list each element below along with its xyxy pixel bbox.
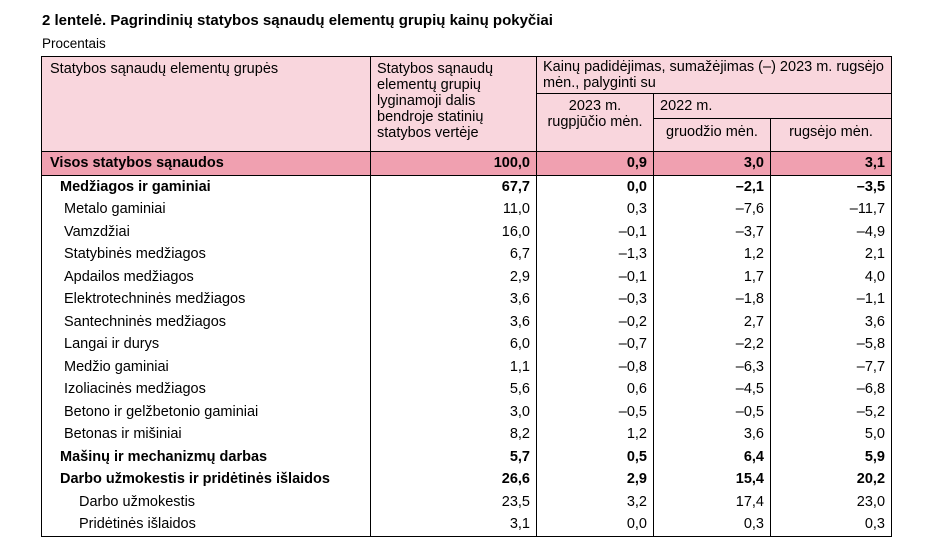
row-sep: 4,0 [771, 266, 892, 289]
table-row [42, 333, 892, 356]
table-row [42, 513, 892, 536]
table-row [42, 288, 892, 311]
row-label: Darbo užmokestis [42, 491, 371, 514]
row-dec: 15,4 [654, 468, 771, 491]
row-share: 3,1 [371, 513, 537, 536]
row-share: 6,7 [371, 243, 537, 266]
row-dec: 3,6 [654, 423, 771, 446]
table-row [42, 468, 892, 491]
row-label: Medžio gaminiai [42, 356, 371, 379]
row-dec: –2,2 [654, 333, 771, 356]
row-sep: 5,9 [771, 446, 892, 469]
row-dec: 6,4 [654, 446, 771, 469]
row-label: Santechninės medžiagos [42, 311, 371, 334]
row-share: 26,6 [371, 468, 537, 491]
table-row [42, 491, 892, 514]
header-row-1 [42, 57, 892, 94]
row-aug: 0,3 [537, 198, 654, 221]
row-share: 5,6 [371, 378, 537, 401]
header-group: Statybos sąnaudų elementų grupės [42, 57, 371, 152]
row-dec: –4,5 [654, 378, 771, 401]
row-aug: 0,6 [537, 378, 654, 401]
table-row [42, 198, 892, 221]
row-aug: 3,2 [537, 491, 654, 514]
row-aug: 1,2 [537, 423, 654, 446]
row-label: Izoliacinės medžiagos [42, 378, 371, 401]
row-dec: –7,6 [654, 198, 771, 221]
row-share: 1,1 [371, 356, 537, 379]
row-aug: –0,5 [537, 401, 654, 424]
row-aug: –0,7 [537, 333, 654, 356]
table-row [42, 446, 892, 469]
row-dec: 1,7 [654, 266, 771, 289]
header-2023-aug: 2023 m. rugpjūčio mėn. [537, 94, 654, 152]
table-row-total [42, 152, 892, 176]
row-label: Betono ir gelžbetonio gaminiai [42, 401, 371, 424]
row-share: 5,7 [371, 446, 537, 469]
row-dec: –3,7 [654, 221, 771, 244]
row-label: Langai ir durys [42, 333, 371, 356]
row-dec: 3,0 [654, 152, 771, 176]
row-aug: –0,8 [537, 356, 654, 379]
row-share: 2,9 [371, 266, 537, 289]
row-aug: –0,1 [537, 221, 654, 244]
row-label: Statybinės medžiagos [42, 243, 371, 266]
row-label: Metalo gaminiai [42, 198, 371, 221]
row-label: Mašinų ir mechanizmų darbas [42, 446, 371, 469]
row-dec: 17,4 [654, 491, 771, 514]
table-row [42, 423, 892, 446]
table-row [42, 356, 892, 379]
row-label: Elektrotechninės medžiagos [42, 288, 371, 311]
row-share: 11,0 [371, 198, 537, 221]
row-sep: –6,8 [771, 378, 892, 401]
row-aug: –0,1 [537, 266, 654, 289]
row-share: 3,0 [371, 401, 537, 424]
row-sep: –3,5 [771, 175, 892, 198]
row-aug: –0,3 [537, 288, 654, 311]
row-dec: –2,1 [654, 175, 771, 198]
row-sep: –7,7 [771, 356, 892, 379]
row-aug: 0,9 [537, 152, 654, 176]
row-sep: –5,2 [771, 401, 892, 424]
row-label: Apdailos medžiagos [42, 266, 371, 289]
table-row [42, 401, 892, 424]
row-label: Darbo užmokestis ir pridėtinės išlaidos [42, 468, 371, 491]
row-share: 8,2 [371, 423, 537, 446]
row-aug: 0,5 [537, 446, 654, 469]
row-dec: –0,5 [654, 401, 771, 424]
header-2022-sep: rugsėjo mėn. [771, 119, 892, 152]
row-aug: –0,2 [537, 311, 654, 334]
price-change-table [41, 56, 892, 537]
row-label: Pridėtinės išlaidos [42, 513, 371, 536]
row-label: Vamzdžiai [42, 221, 371, 244]
row-sep: –4,9 [771, 221, 892, 244]
table-row [42, 175, 892, 198]
row-sep: –11,7 [771, 198, 892, 221]
row-dec: 2,7 [654, 311, 771, 334]
row-aug: 2,9 [537, 468, 654, 491]
row-sep: 3,1 [771, 152, 892, 176]
row-share: 6,0 [371, 333, 537, 356]
row-label: Medžiagos ir gaminiai [42, 175, 371, 198]
row-share: 3,6 [371, 311, 537, 334]
table-title: 2 lentelė. Pagrindinių statybos sąnaudų elementų grupių kainų pokyčiai [42, 12, 553, 29]
row-sep: 5,0 [771, 423, 892, 446]
row-sep: 3,6 [771, 311, 892, 334]
header-2022: 2022 m. [654, 94, 892, 119]
row-dec: –6,3 [654, 356, 771, 379]
row-aug: 0,0 [537, 175, 654, 198]
row-share: 100,0 [371, 152, 537, 176]
row-aug: 0,0 [537, 513, 654, 536]
header-share: Statybos sąnaudų elementų grupių lyginamoji dalis bendroje statinių statybos vertėje [371, 57, 537, 152]
row-dec: 0,3 [654, 513, 771, 536]
row-share: 67,7 [371, 175, 537, 198]
row-share: 3,6 [371, 288, 537, 311]
row-dec: –1,8 [654, 288, 771, 311]
row-label: Visos statybos sąnaudos [42, 152, 371, 176]
header-change: Kainų padidėjimas, sumažėjimas (–) 2023 m. rugsėjo mėn., palyginti su [537, 57, 892, 94]
row-sep: –5,8 [771, 333, 892, 356]
row-dec: 1,2 [654, 243, 771, 266]
header-2022-dec: gruodžio mėn. [654, 119, 771, 152]
row-share: 16,0 [371, 221, 537, 244]
table-row [42, 311, 892, 334]
row-aug: –1,3 [537, 243, 654, 266]
row-sep: 23,0 [771, 491, 892, 514]
table-row [42, 266, 892, 289]
table-row [42, 378, 892, 401]
row-sep: 0,3 [771, 513, 892, 536]
table-unit: Procentais [42, 36, 106, 51]
table-row [42, 221, 892, 244]
row-label: Betonas ir mišiniai [42, 423, 371, 446]
row-sep: 20,2 [771, 468, 892, 491]
row-sep: –1,1 [771, 288, 892, 311]
row-share: 23,5 [371, 491, 537, 514]
row-sep: 2,1 [771, 243, 892, 266]
table-row [42, 243, 892, 266]
